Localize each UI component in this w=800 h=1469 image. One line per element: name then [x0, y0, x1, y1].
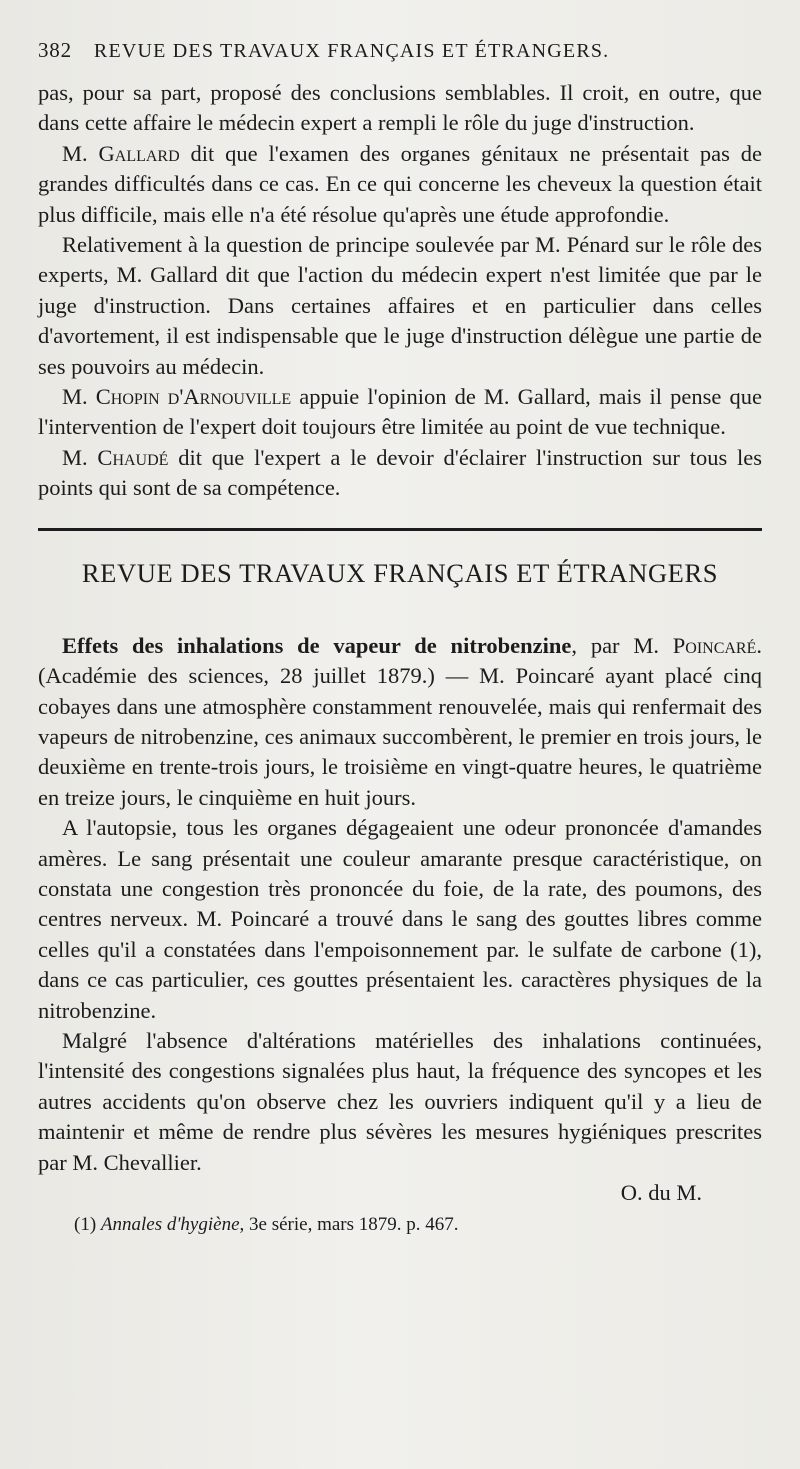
- paragraph-continuation: pas, pour sa part, proposé des conclusions semblables. Il croit, en outre, que dans cette affaire le médecin expert a rempli le rôle du juge d'instruction.: [38, 80, 762, 136]
- paragraph-text: dit que l'expert a le devoir d'éclairer l'instruction sur tous les points qui sont de sa compétence.: [38, 444, 762, 501]
- page-number: 382: [38, 38, 72, 62]
- footnote-source: Annales d'hygiène: [100, 1214, 240, 1236]
- article: [38, 631, 762, 1209]
- article-author: Poincaré: [672, 632, 757, 658]
- running-head: [38, 38, 762, 78]
- paragraph-text: appuie l'opinion de M. Gallard, mais il pense que l'intervention de l'expert doit toujours être limitée au point de vue technique.: [38, 384, 762, 440]
- paragraph-text: dit que l'examen des organes génitaux ne présentait pas de grandes difficultés dans ce cas. En ce qui concerne les cheveux la question était plus difficile, mais elle n'a été résolue qu'après une étude approfondie.: [38, 140, 763, 227]
- footnote-marker: (1): [74, 1214, 101, 1236]
- discussion-text: [38, 78, 762, 504]
- signature-line: [38, 1178, 762, 1208]
- footnote-text: , 3e série, mars 1879. p. 467.: [239, 1214, 459, 1236]
- paragraph-text: Malgré l'absence d'altérations matérielles des inhalations continuées, l'intensité des congestions signalées plus haut, la fréquence des syncopes et les autres accidents qu'on observe chez les ouvriers indiquent qu'il y a lieu de maintenir et même de rendre plus sévères les mesures hygiéniques prescrites par M. Chevallier.: [38, 1027, 762, 1175]
- footnote: [38, 1212, 762, 1238]
- section-title: REVUE DES TRAVAUX FRANÇAIS ET ÉTRANGERS: [81, 557, 719, 588]
- paragraph-gallard: [38, 139, 762, 230]
- article-title: Effets des inhalations de vapeur de nitrobenzine: [62, 632, 572, 658]
- paragraph-chaude: [38, 443, 762, 504]
- paragraph-chopin: [38, 382, 762, 443]
- article-lead-paragraph: [38, 631, 762, 813]
- paragraph-conclusion: [38, 1026, 762, 1178]
- article-citation-text: . (Académie des sciences, 28 juillet 1879.) — M. Poincaré ayant placé cinq cobayes dans une atmosphère constamment renouvelée, mais qui renfermait des vapeurs de nitrobenzine, ces animaux succombèrent, le premier en trois jours, le deuxième en trente-trois jours, le troisième en vingt-quatre heures, le quatrième en treize jours, le cinquième en huit jours.: [38, 632, 762, 810]
- author-intro: , par M.: [571, 632, 673, 658]
- speaker-name: M. Chopin d'Arnouville: [62, 384, 292, 410]
- speaker-name: M. Chaudé: [62, 444, 169, 470]
- speaker-name: M. Gallard: [62, 140, 180, 166]
- signature: O. du M.: [620, 1180, 702, 1205]
- running-title: REVUE DES TRAVAUX FRANÇAIS ET ÉTRANGERS.: [93, 40, 610, 62]
- paragraph-principle: Relativement à la question de principe soulevée par M. Pénard sur le rôle des experts, M. Gallard dit que l'action du médecin expert n'est limitée que par le juge d'instruction. Dans certaines affaires et en particulier dans celles d'avortement, il est indispensable que le juge d'instruction délègue une partie de ses pouvoirs au médecin.: [38, 232, 762, 379]
- paragraph-autopsy: A l'autopsie, tous les organes dégageaient une odeur prononcée d'amandes amères. Le sang présentait une couleur amarante presque caractéristique, on constata une congestion très prononcée du foie, de la rate, des poumons, des centres nerveux. M. Poincaré a trouvé dans le sang des gouttes libres comme celles qu'il a constatées dans l'empoisonnement par. le sulfate de carbone (1), dans ce cas particulier, ces gouttes présentaient les. caractères physiques de la nitrobenzine.: [38, 815, 762, 1023]
- section-divider: [38, 528, 762, 531]
